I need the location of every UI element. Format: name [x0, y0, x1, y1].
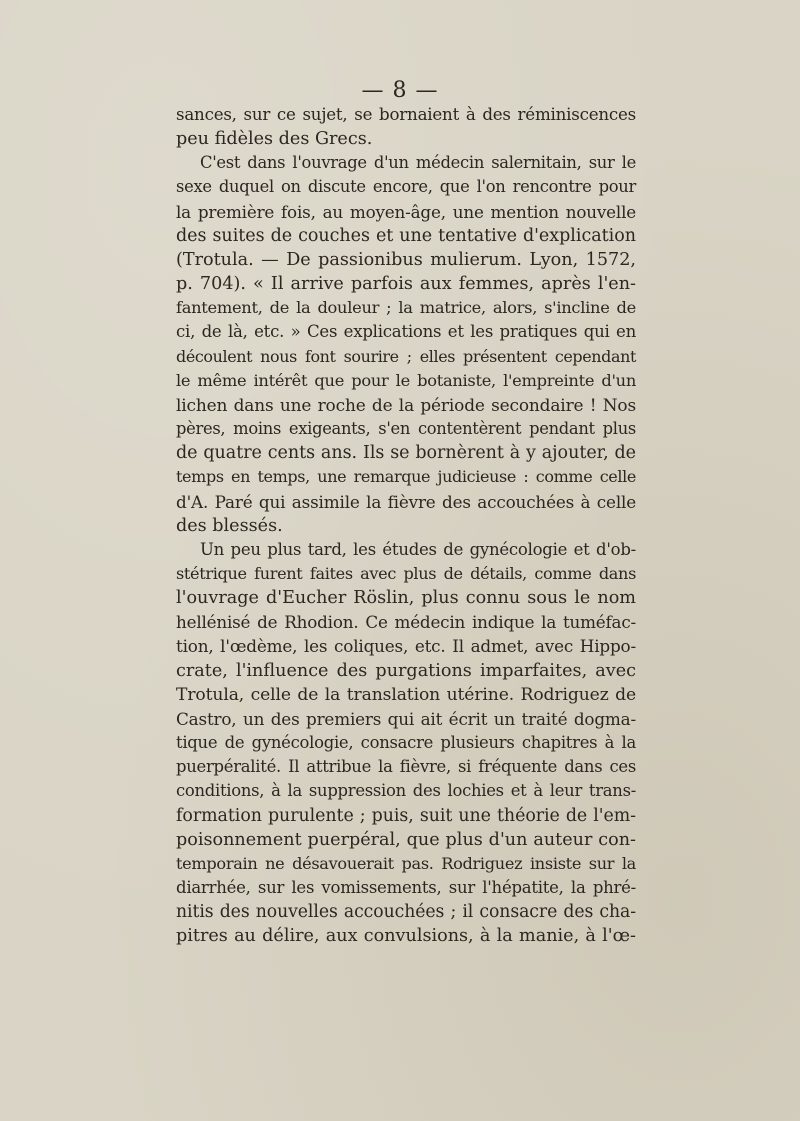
text-line: diarrhée, sur les vomissements, sur l'hépatite, la phré-: [176, 878, 636, 897]
text-line: formation purulente ; puis, suit une théorie de l'em-: [176, 805, 636, 826]
text-line: hellénisé de Rhodion. Ce médecin indique la tuméfac-: [176, 612, 636, 633]
text-line: stétrique furent faites avec plus de détails, comme dans: [176, 563, 636, 583]
text-line: Trotula, celle de la translation utérine. Rodriguez de: [176, 684, 636, 705]
text-line: p. 704). « Il arrive parfois aux femmes, après l'en-: [176, 274, 636, 295]
text-line: conditions, à la suppression des lochies et à leur trans-: [176, 781, 636, 801]
text-line: C'est dans l'ouvrage d'un médecin salernitain, sur le: [200, 153, 636, 173]
text-line: fantement, de la douleur ; la matrice, alors, s'incline de: [176, 298, 636, 318]
text-line: le même intérêt que pour le botaniste, l'empreinte d'un: [176, 370, 636, 390]
text-line: tique de gynécologie, consacre plusieurs chapitres à la: [176, 733, 636, 753]
page-number: — 8 —: [361, 78, 439, 103]
text-line: la première fois, au moyen-âge, une mention nouvelle: [176, 201, 636, 222]
text-line: Castro, un des premiers qui ait écrit un traité dogma-: [176, 708, 636, 729]
text-line: découlent nous font sourire ; elles présentent cependant: [176, 346, 636, 366]
text-line: sexe duquel on discute encore, que l'on rencontre pour: [176, 177, 636, 197]
text-line: poisonnement puerpéral, que plus d'un auteur con-: [176, 829, 636, 850]
text-line: (Trotula. — De passionibus mulierum. Lyon, 1572,: [176, 249, 636, 270]
text-line: de quatre cents ans. Ils se bornèrent à y ajouter, de: [176, 443, 636, 464]
text-line: temps en temps, une remarque judicieuse : comme celle: [176, 467, 636, 487]
text-line: pères, moins exigeants, s'en contentèrent pendant plus: [176, 419, 636, 439]
text-line: crate, l'influence des purgations imparfaites, avec: [176, 660, 636, 681]
text-line: tion, l'œdème, les coliques, etc. Il admet, avec Hippo-: [176, 636, 636, 657]
text-line: pitres au délire, aux convulsions, à la manie, à l'œ-: [176, 926, 636, 947]
text-line: sances, sur ce sujet, se bornaient à des réminiscences: [176, 105, 636, 124]
text-line: ci, de là, etc. » Ces explications et les pratiques qui en: [176, 322, 636, 342]
text-line: l'ouvrage d'Eucher Röslin, plus connu sous le nom: [176, 588, 636, 609]
text-line: puerpéralité. Il attribue la fièvre, si fréquente dans ces: [176, 757, 636, 777]
text-line: temporain ne désavouerait pas. Rodriguez insiste sur la: [176, 853, 636, 873]
body-text: [176, 103, 636, 948]
text-line: peu fidèles des Grecs.: [176, 129, 373, 150]
text-line: d'A. Paré qui assimile la fièvre des accouchées à celle: [176, 491, 636, 512]
text-line: lichen dans une roche de la période secondaire ! Nos: [176, 394, 636, 415]
text-line: Un peu plus tard, les études de gynécologie et d'ob-: [200, 539, 636, 559]
text-line: des suites de couches et une tentative d'explication: [176, 225, 636, 246]
text-line: nitis des nouvelles accouchées ; il consacre des cha-: [176, 902, 636, 923]
text-line: des blessés.: [176, 515, 283, 536]
